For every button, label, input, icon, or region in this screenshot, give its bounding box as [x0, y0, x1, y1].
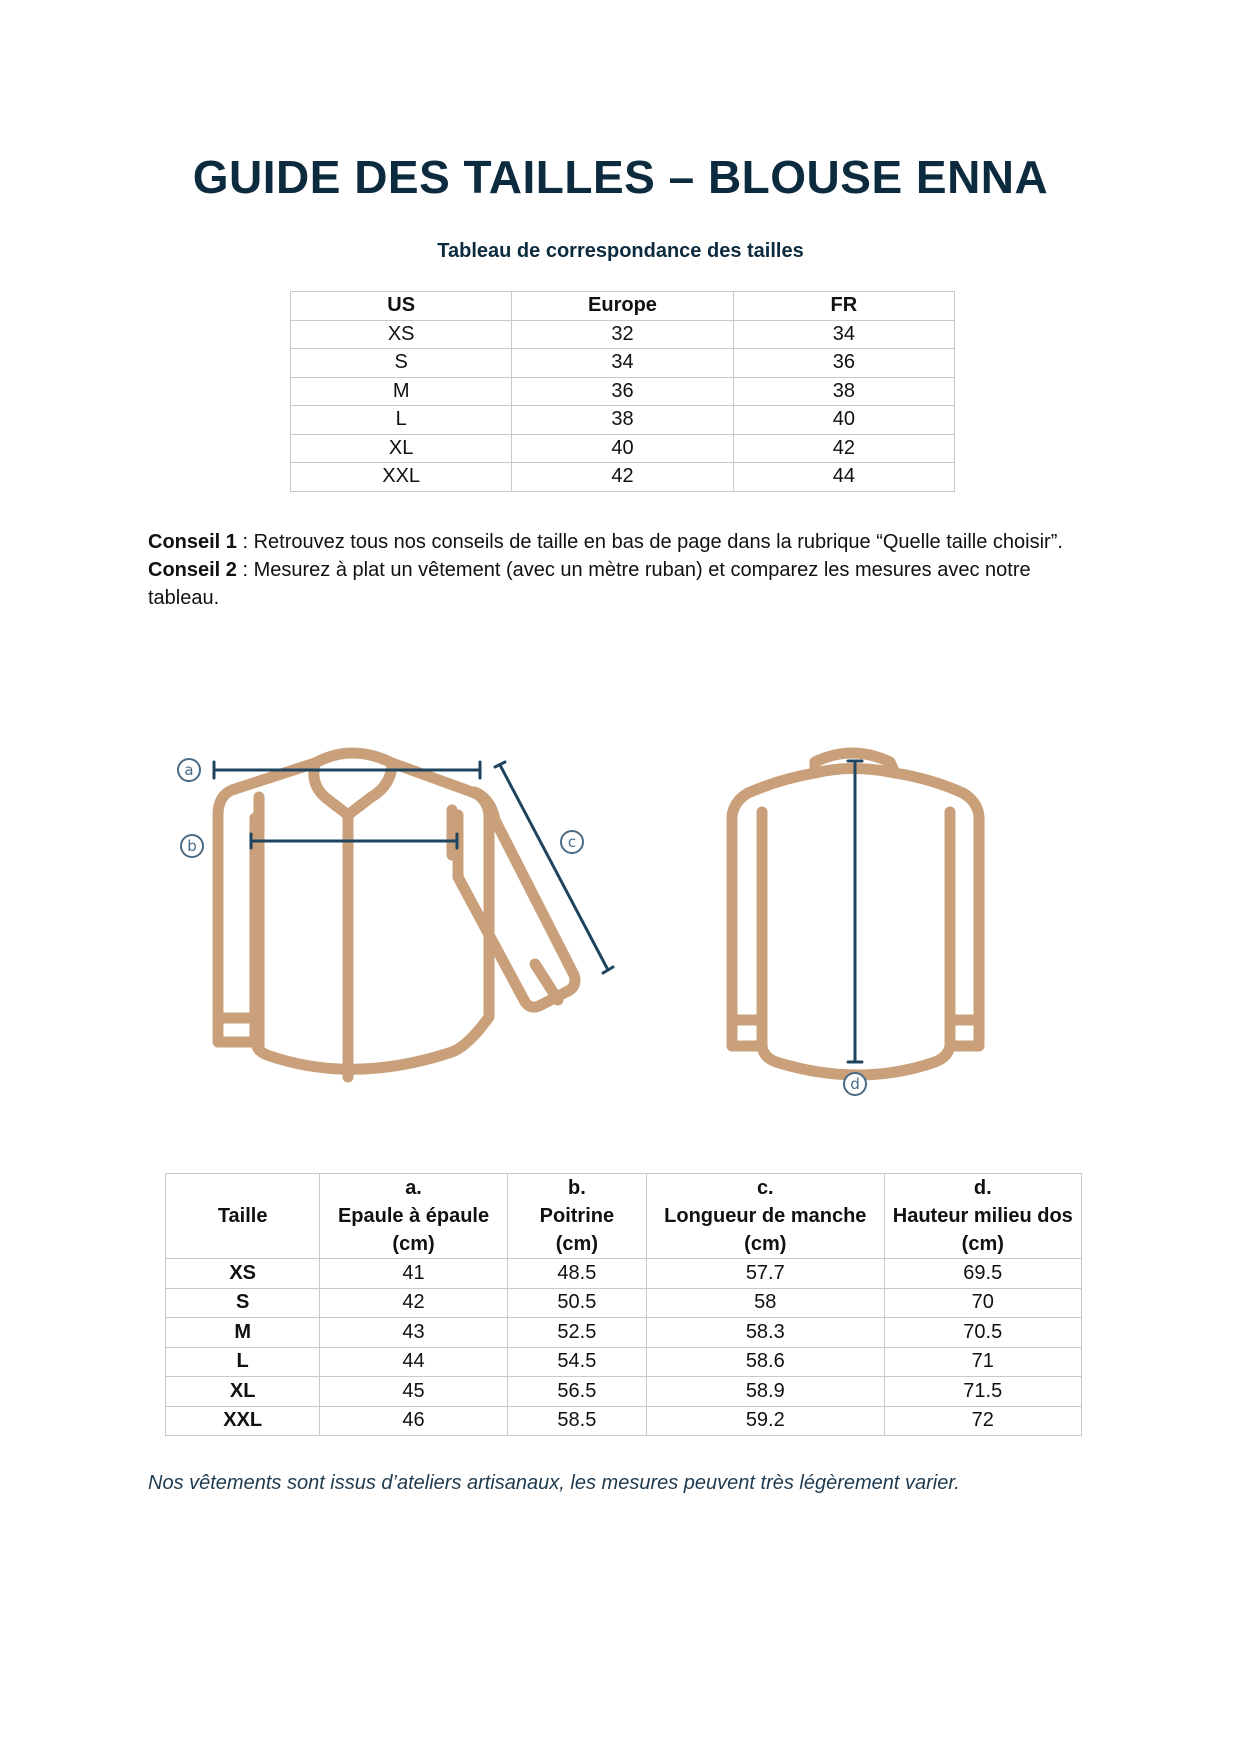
table-cell: 38	[512, 406, 733, 435]
column-name: Longueur de manche	[664, 1205, 867, 1227]
size-cell: XL	[166, 1377, 320, 1407]
table-cell: 50.5	[507, 1288, 646, 1318]
column-letter: d.	[973, 1177, 992, 1199]
table-cell: 34	[733, 320, 954, 349]
table-cell: 57.7	[647, 1259, 885, 1289]
marker-c-label: c	[567, 833, 577, 851]
table-row	[291, 349, 955, 378]
column-letter: a.	[405, 1177, 422, 1199]
page-title: GUIDE DES TAILLES – BLOUSE ENNA	[192, 151, 1049, 203]
table-cell: XXL	[291, 463, 512, 492]
measure-line-d	[848, 761, 862, 1062]
column-header-size	[166, 1174, 320, 1259]
table-cell: 42	[733, 434, 954, 463]
table-cell: 36	[733, 349, 954, 378]
table-cell: 32	[512, 320, 733, 349]
column-name: Hauteur milieu dos	[892, 1205, 1073, 1227]
table-cell: 42	[320, 1288, 507, 1318]
column-name: Epaule à épaule	[337, 1205, 490, 1227]
size-conversion-table	[290, 291, 955, 492]
table-cell: 38	[733, 377, 954, 406]
sizing-advice	[148, 528, 1098, 612]
column-header-back-length	[884, 1174, 1081, 1259]
column-header-europe: Europe	[512, 292, 733, 321]
table-cell: 48.5	[507, 1259, 646, 1289]
table-cell: 40	[512, 434, 733, 463]
footnote: Nos vêtements sont issus d’ateliers artisanaux, les mesures peuvent très légèrement varier.	[148, 1472, 960, 1494]
table-cell: M	[291, 377, 512, 406]
table-header-row	[166, 1174, 1082, 1259]
table-row	[166, 1259, 1082, 1289]
table-cell: 71	[884, 1347, 1081, 1377]
table-cell: 72	[884, 1406, 1081, 1436]
column-header-shoulders	[320, 1174, 507, 1259]
table-cell: 54.5	[507, 1347, 646, 1377]
table-cell: 45	[320, 1377, 507, 1407]
advice-2	[148, 556, 1098, 612]
table-cell: 59.2	[647, 1406, 885, 1436]
size-cell: M	[166, 1318, 320, 1348]
table-cell: 58.5	[507, 1406, 646, 1436]
table-cell: 70	[884, 1288, 1081, 1318]
table-cell: 42	[512, 463, 733, 492]
table-row	[166, 1347, 1082, 1377]
measurements-table	[165, 1173, 1082, 1436]
advice-text: : Retrouvez tous nos conseils de taille en bas de page dans la rubrique “Quelle taille choisir”.	[236, 531, 1063, 553]
table-row	[291, 377, 955, 406]
advice-1	[148, 528, 1098, 556]
table-cell: 34	[512, 349, 733, 378]
size-cell: XXL	[166, 1406, 320, 1436]
table-cell: 41	[320, 1259, 507, 1289]
table-row	[166, 1406, 1082, 1436]
shirt-measurement-diagram	[0, 700, 1241, 1120]
table-cell: 44	[733, 463, 954, 492]
column-unit: (cm)	[392, 1233, 435, 1255]
column-unit: (cm)	[744, 1233, 787, 1255]
column-letter: b.	[567, 1177, 586, 1199]
table-cell: 58.3	[647, 1318, 885, 1348]
column-unit: (cm)	[961, 1233, 1004, 1255]
table-row	[291, 434, 955, 463]
column-name: Taille	[217, 1205, 268, 1227]
table-cell: 56.5	[507, 1377, 646, 1407]
advice-label: Conseil 2	[148, 559, 237, 581]
column-name: Poitrine	[539, 1205, 615, 1227]
table-cell: 44	[320, 1347, 507, 1377]
shirt-front-illustration	[218, 753, 575, 1077]
marker-b-label: b	[187, 837, 197, 855]
size-cell: L	[166, 1347, 320, 1377]
table-cell: 52.5	[507, 1318, 646, 1348]
column-header-us: US	[291, 292, 512, 321]
table-cell: 71.5	[884, 1377, 1081, 1407]
table-cell: XL	[291, 434, 512, 463]
table-row	[291, 463, 955, 492]
column-header-sleeve	[647, 1174, 885, 1259]
table-row	[291, 320, 955, 349]
table-cell: 58	[647, 1288, 885, 1318]
table-cell: 46	[320, 1406, 507, 1436]
table-cell: 69.5	[884, 1259, 1081, 1289]
table-row	[291, 406, 955, 435]
column-header-fr: FR	[733, 292, 954, 321]
table-cell: 58.9	[647, 1377, 885, 1407]
advice-label: Conseil 1	[148, 531, 237, 553]
table-cell: 70.5	[884, 1318, 1081, 1348]
size-cell: XS	[166, 1259, 320, 1289]
table-cell: 36	[512, 377, 733, 406]
column-unit: (cm)	[555, 1233, 598, 1255]
table-cell: L	[291, 406, 512, 435]
column-header-chest	[507, 1174, 646, 1259]
table-header-row	[291, 292, 955, 321]
table-row	[166, 1288, 1082, 1318]
table-row	[166, 1318, 1082, 1348]
conversion-table-title: Tableau de correspondance des tailles	[437, 240, 804, 262]
size-cell: S	[166, 1288, 320, 1318]
marker-d-label: d	[850, 1075, 860, 1093]
table-cell: S	[291, 349, 512, 378]
table-cell: 58.6	[647, 1347, 885, 1377]
table-cell: 43	[320, 1318, 507, 1348]
column-letter: c.	[756, 1177, 774, 1199]
marker-a-label: a	[184, 761, 194, 779]
advice-text: : Mesurez à plat un vêtement (avec un mètre ruban) et comparez les mesures avec notre tableau.	[148, 559, 1031, 609]
measure-line-b	[251, 834, 457, 848]
table-row	[166, 1377, 1082, 1407]
table-cell: XS	[291, 320, 512, 349]
table-cell: 40	[733, 406, 954, 435]
